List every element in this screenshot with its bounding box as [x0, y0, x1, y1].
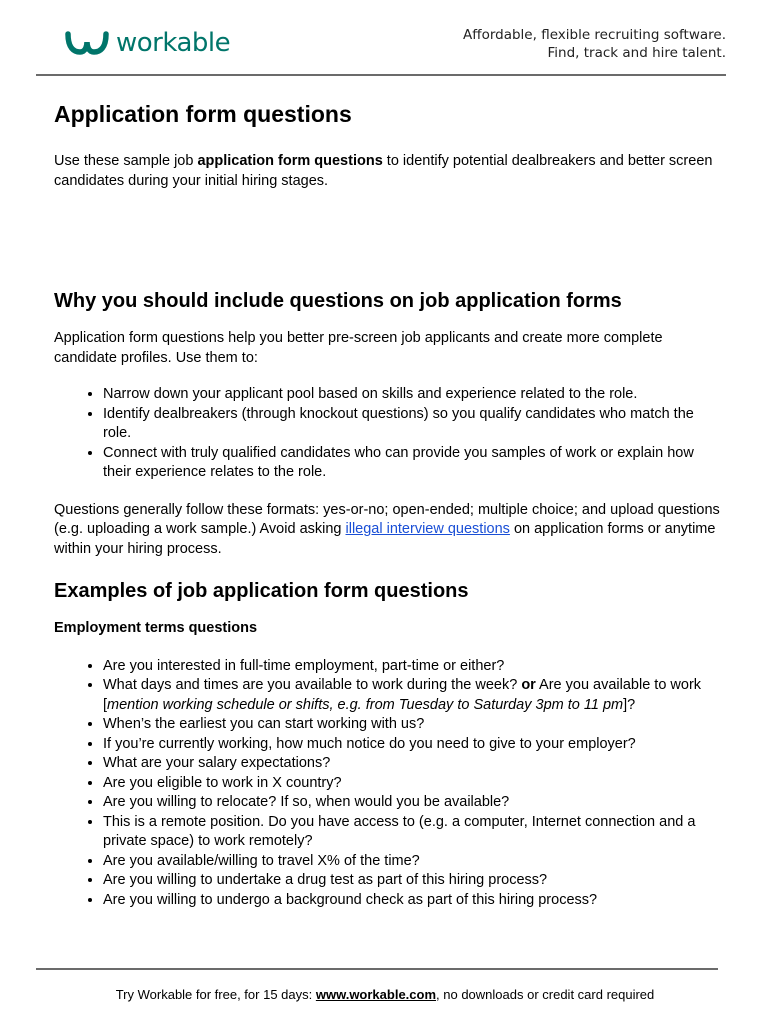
footer-divider: [36, 968, 718, 970]
intro-paragraph: [54, 152, 724, 191]
header-tagline: [463, 26, 726, 62]
formats-paragraph: [54, 501, 724, 560]
question-text: What days and times are you available to work during the week?: [103, 677, 522, 693]
list-item: [103, 676, 724, 715]
footer-text-start: Try Workable for free, for 15 days:: [115, 987, 316, 1002]
list-item: • Are you eligible to work in X country?: [103, 774, 724, 794]
list-item: • Connect with truly qualified candidates who can provide you samples of work or explain how their experience relates to the role.: [103, 444, 724, 483]
examples-heading: Examples of job application form questions: [54, 580, 469, 602]
why-lead-paragraph: Application form questions help you better pre-screen job applicants and create more complete candidate profiles. Use them to:: [54, 330, 663, 366]
formats-text-end: on application forms or anytime within your hiring process.: [54, 521, 716, 557]
brand-name: workable: [116, 28, 231, 58]
workable-logo[interactable]: [64, 30, 230, 56]
list-item: • Identify dealbreakers (through knockout questions) so you qualify candidates who match the role.: [103, 405, 724, 444]
illegal-interview-questions-link[interactable]: illegal interview questions: [345, 521, 510, 537]
list-item: • Are you willing to undertake a drug test as part of this hiring process?: [103, 871, 724, 891]
list-item: • Are you willing to undergo a background check as part of this hiring process?: [103, 891, 724, 911]
employment-questions-list: [54, 657, 724, 911]
tagline-line-1: Affordable, flexible recruiting software.: [463, 27, 726, 43]
list-item: • What are your salary expectations?: [103, 754, 724, 774]
question-text: ]?: [623, 696, 636, 713]
document-body: [54, 98, 724, 910]
page-title: Application form questions: [54, 101, 352, 127]
employment-terms-subheading: Employment terms questions: [54, 620, 258, 636]
question-italic-note: mention working schedule or shifts, e.g. from Tuesday to Saturday 3pm to 11 pm: [107, 696, 624, 713]
formats-text-start: Questions generally follow these formats: yes-or-no; open-ended; multiple choice; and upload questions (e.g. uploading a work sample.) Avoid asking: [54, 501, 720, 537]
question-text: Are you available to work [: [103, 677, 702, 713]
intro-text-start: Use these sample job: [54, 153, 198, 169]
list-item: • When’s the earliest you can start working with us?: [103, 715, 724, 735]
list-item: • This is a remote position. Do you have access to (e.g. a computer, Internet connection and a private space) to work remotely?: [103, 813, 724, 852]
list-item: • Are you willing to relocate? If so, when would you be available?: [103, 793, 724, 813]
page-footer: [0, 986, 770, 1004]
why-heading: Why you should include questions on job application forms: [54, 290, 622, 312]
workable-website-link[interactable]: www.workable.com: [315, 987, 437, 1002]
page-header: [36, 0, 726, 76]
list-item: • Narrow down your applicant pool based on skills and experience related to the role.: [103, 385, 724, 405]
intro-text-bold: application form questions: [197, 153, 383, 169]
list-item: • Are you interested in full-time employment, part-time or either?: [103, 657, 724, 677]
list-item: • Are you available/willing to travel X% of the time?: [103, 852, 724, 872]
list-item: • If you’re currently working, how much notice do you need to give to your employer?: [103, 735, 724, 755]
workable-logo-icon: [64, 30, 110, 56]
intro-text-end: to identify potential dealbreakers and better screen candidates during your initial hiring stages.: [54, 153, 713, 189]
tagline-line-2: Find, track and hire talent.: [547, 45, 726, 61]
why-bullet-list: [54, 385, 724, 483]
question-or: or: [521, 677, 536, 693]
footer-text-end: , no downloads or credit card required: [436, 987, 655, 1002]
